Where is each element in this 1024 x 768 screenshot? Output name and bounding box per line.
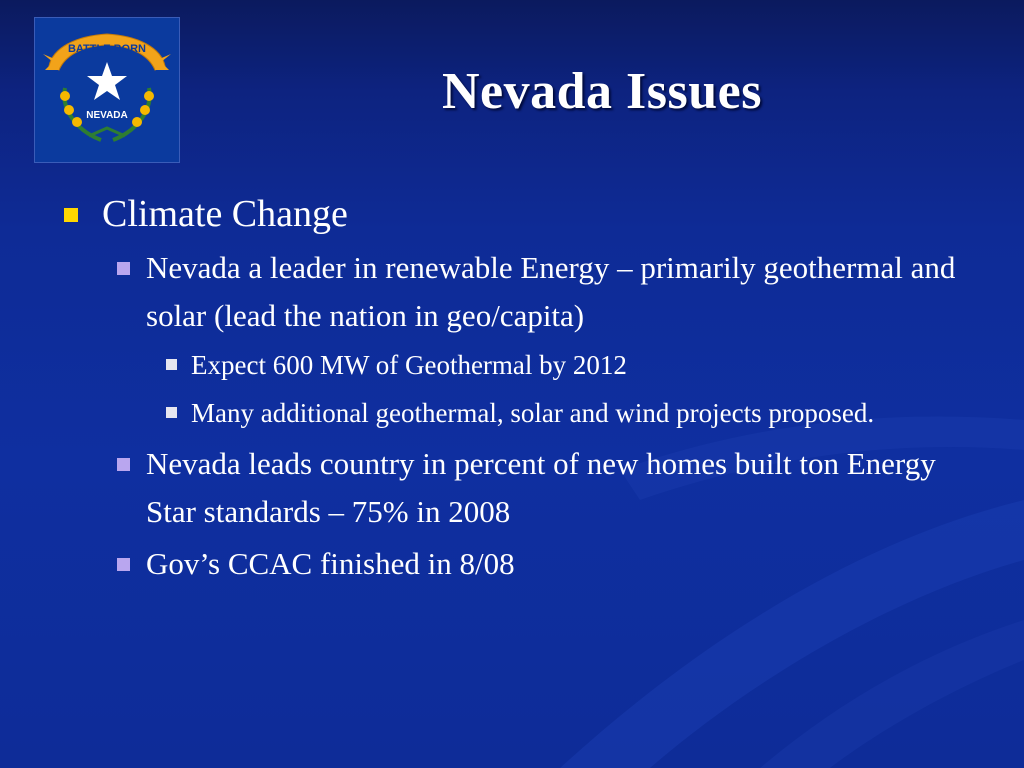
square-bullet-icon bbox=[166, 407, 177, 418]
bullet-energy-star-homes bbox=[60, 440, 980, 536]
bullet-ccac-finished bbox=[60, 540, 980, 588]
bullet-climate-change bbox=[60, 192, 980, 236]
square-bullet-icon bbox=[166, 359, 177, 370]
bullet-text: Nevada a leader in renewable Energy – primarily geothermal and solar (lead the nation in geo/capita) bbox=[146, 250, 956, 333]
square-bullet-icon bbox=[117, 262, 130, 275]
square-bullet-icon bbox=[117, 558, 130, 571]
bullet-text: Climate Change bbox=[102, 193, 348, 235]
bullet-text: Nevada leads country in percent of new homes built ton Energy Star standards – 75% in 2008 bbox=[146, 446, 936, 529]
flag-banner-text: BATTLE BORN bbox=[67, 43, 147, 55]
bullet-list bbox=[60, 192, 980, 592]
bullet-renewable-leader bbox=[60, 244, 980, 340]
slide-title: Nevada Issues bbox=[442, 63, 762, 120]
bullet-text: Gov’s CCAC finished in 8/08 bbox=[146, 546, 515, 581]
square-bullet-icon bbox=[117, 458, 130, 471]
nevada-flag-image bbox=[34, 17, 180, 163]
bullet-text: Many additional geothermal, solar and wind projects proposed. bbox=[191, 398, 875, 428]
bullet-text: Expect 600 MW of Geothermal by 2012 bbox=[191, 350, 627, 380]
bullet-additional-projects bbox=[60, 392, 980, 434]
square-bullet-icon bbox=[64, 208, 78, 222]
flag-state-text: NEVADA bbox=[86, 110, 128, 121]
bullet-geothermal-600mw bbox=[60, 344, 980, 386]
